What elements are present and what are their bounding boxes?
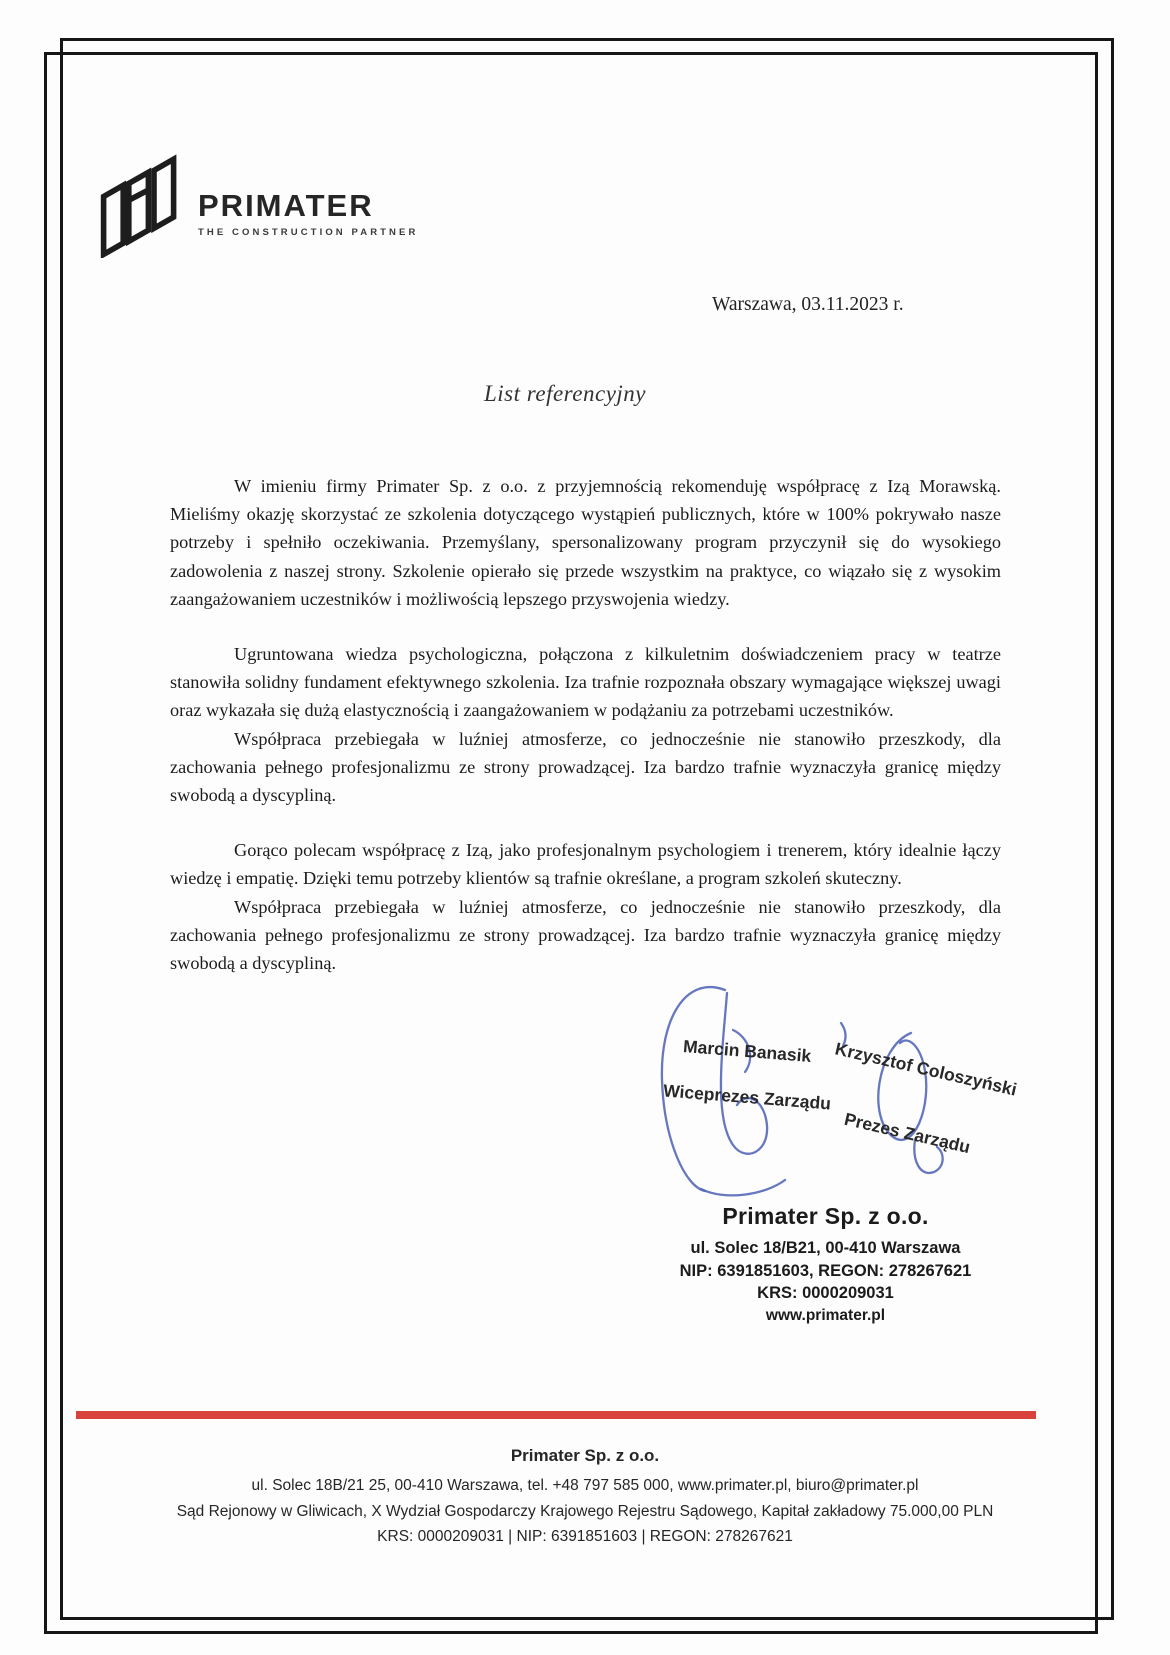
- footer-ids-line: KRS: 0000209031 | NIP: 6391851603 | REGON: 278267621: [377, 1528, 793, 1545]
- document-title: List referencyjny: [484, 381, 646, 406]
- logo-wordmark: PRIMATER: [198, 188, 374, 223]
- paragraph-4: Gorąco polecam współpracę z Izą, jako profesjonalnym psychologiem i trenerem, który idealnie łączy wiedzę i empatię. Dzięki temu potrzeby klientów są trafnie określane, a program szkoleń skuteczny.: [170, 840, 1001, 889]
- stamp-website: www.primater.pl: [765, 1306, 886, 1324]
- stamp-nip-regon: NIP: 6391851603, REGON: 278267621: [679, 1261, 972, 1280]
- signature-ink-1: [615, 975, 1055, 1235]
- signature-area: [615, 975, 1055, 1235]
- signatory-title-2: Prezes Zarządu: [842, 1108, 973, 1158]
- red-divider-rule: [76, 1411, 1036, 1419]
- company-stamp: [628, 1203, 1023, 1327]
- logo-tagline: THE CONSTRUCTION PARTNER: [198, 227, 419, 238]
- letter-body: [170, 472, 1001, 977]
- stamp-krs: KRS: 0000209031: [757, 1284, 894, 1302]
- stamp-company-name: Primater Sp. z o.o.: [722, 1203, 929, 1229]
- stamp-address: ul. Solec 18/B21, 00-410 Warszawa: [690, 1239, 961, 1257]
- page-footer: [0, 1446, 1170, 1550]
- logo-text-block: [198, 190, 418, 258]
- signatory-name-1: Marcin Banasik: [682, 1035, 813, 1067]
- footer-company-name: Primater Sp. z o.o.: [510, 1446, 660, 1465]
- signatory-title-1: Wiceprezes Zarządu: [662, 1080, 832, 1114]
- signatory-name-2: Krzysztof Coloszyński: [833, 1038, 1019, 1100]
- company-logo: [98, 150, 418, 258]
- paragraph-2: Ugruntowana wiedza psychologiczna, połączona z kilkuletnim doświadczeniem pracy w teatrze stanowiła solidny fundament efektywnego szkolenia. Iza trafnie rozpoznała obszary wymagające większej uwagi oraz wykazała się dużą elastycznością i zaangażowaniem w podążaniu za potrzebami uczestników.: [170, 644, 1001, 721]
- footer-address-line: ul. Solec 18B/21 25, 00-410 Warszawa, tel. +48 797 585 000, www.primater.pl, biuro@primater.pl: [251, 1477, 919, 1494]
- footer-registry-line: Sąd Rejonowy w Gliwicach, X Wydział Gospodarczy Krajowego Rejestru Sądowego, Kapitał zakładowy 75.000,00 PLN: [176, 1502, 994, 1520]
- paragraph-5: Współpraca przebiegała w luźniej atmosferze, co jednocześnie nie stanowiło przeszkody, dla zachowania pełnego profesjonalizmu ze strony prowadzącej. Iza bardzo trafnie wyznaczyła granicę między swobodą a dyscypliną.: [170, 896, 1001, 974]
- paragraph-1: W imieniu firmy Primater Sp. z o.o. z przyjemnością rekomenduję współpracę z Izą Morawską. Mieliśmy okazję skorzystać ze szkolenia dotyczącego wystąpień publicznych, które w 100% pokrywało nasze potrzeby i spełniło oczekiwania. Przemyślany, spersonalizowany program przyczynił się do wysokiego zadowolenia z naszej strony. Szkolenie opierało się przede wszystkim na praktyce, co wiązało się z wysokim zaangażowaniem uczestników i możliwością lepszego przyswojenia wiedzy.: [170, 476, 1001, 609]
- primater-logo-icon: [98, 150, 182, 258]
- paragraph-3: Współpraca przebiegała w luźniej atmosferze, co jednocześnie nie stanowiło przeszkody, dla zachowania pełnego profesjonalizmu ze strony prowadzącej. Iza bardzo trafnie wyznaczyła granicę między swobodą a dyscypliną.: [170, 728, 1001, 806]
- date-line: Warszawa, 03.11.2023 r.: [712, 294, 904, 315]
